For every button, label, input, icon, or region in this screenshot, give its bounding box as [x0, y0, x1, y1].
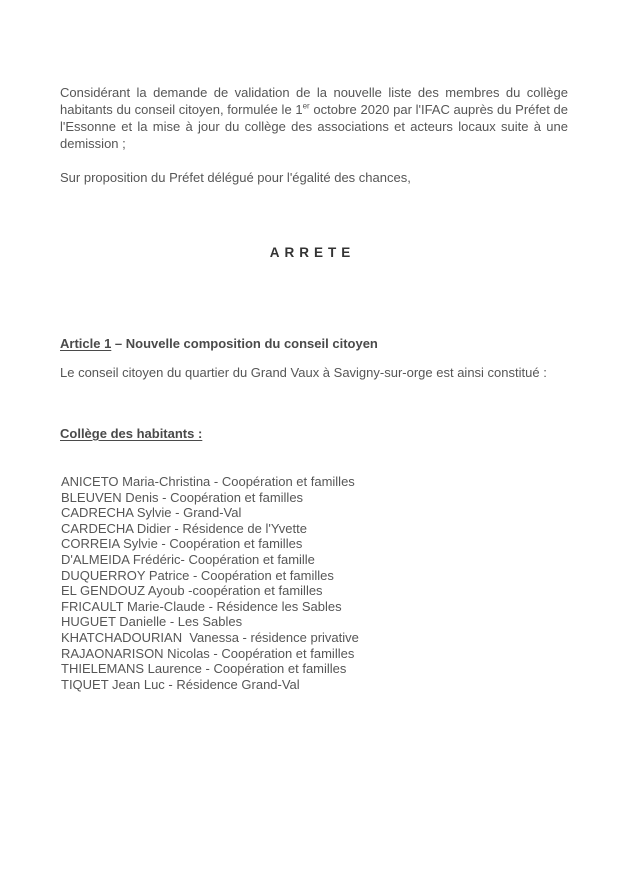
member-row: DUQUERROY Patrice - Coopération et familles: [61, 567, 334, 583]
member-row: HUGUET Danielle - Les Sables: [61, 614, 243, 630]
paragraph-proposition: Sur proposition du Préfet délégué pour l'égalité des chances,: [60, 170, 411, 185]
member-row: CARDECHA Didier - Résidence de l'Yvette: [61, 520, 307, 536]
paragraph-composition: Le conseil citoyen du quartier du Grand Vaux à Savigny-sur-orge est ainsi constitué :: [60, 365, 547, 380]
member-row: RAJAONARISON Nicolas - Coopération et familles: [61, 645, 355, 661]
article1-heading: [60, 336, 568, 351]
member-row: FRICAULT Marie-Claude - Résidence les Sables: [61, 598, 342, 614]
member-row: ANICETO Maria-Christina - Coopération et familles: [61, 474, 355, 489]
paragraph-considerant-text-end: octobre 2020 par l'IFAC auprès du Préfet de l'Essonne et la mise à jour du collège des associations et acteurs locaux suite à une demission ;: [60, 102, 568, 151]
member-row: CADRECHA Sylvie - Grand-Val: [61, 505, 242, 521]
member-row: BLEUVEN Denis - Coopération et familles: [61, 489, 304, 505]
article1-title: – Nouvelle composition du conseil citoyen: [111, 336, 378, 351]
article1-label: Article 1: [60, 336, 112, 351]
member-row: EL GENDOUZ Ayoub -coopération et familles: [61, 583, 323, 599]
ordinal-superscript: er: [302, 101, 310, 111]
member-row: TIQUET Jean Luc - Résidence Grand-Val: [61, 676, 300, 692]
paragraph-considerant-text-start: Considérant la demande de validation de la nouvelle liste des membres du collège habitants du conseil citoyen, formulée le 1: [60, 85, 568, 117]
paragraph-considerant: [60, 84, 568, 152]
college-habitants-heading-text: Collège des habitants :: [60, 426, 203, 441]
arrete-heading: ARRETE: [269, 245, 356, 260]
member-row: D'ALMEIDA Frédéric- Coopération et famille: [61, 551, 315, 567]
member-row: KHATCHADOURIAN Vanessa - résidence privative: [61, 629, 359, 645]
college-habitants-heading: [60, 426, 568, 441]
member-row: THIELEMANS Laurence - Coopération et familles: [61, 661, 347, 677]
college-habitants-member-list: [61, 474, 569, 692]
member-row: CORREIA Sylvie - Coopération et familles: [61, 536, 303, 552]
